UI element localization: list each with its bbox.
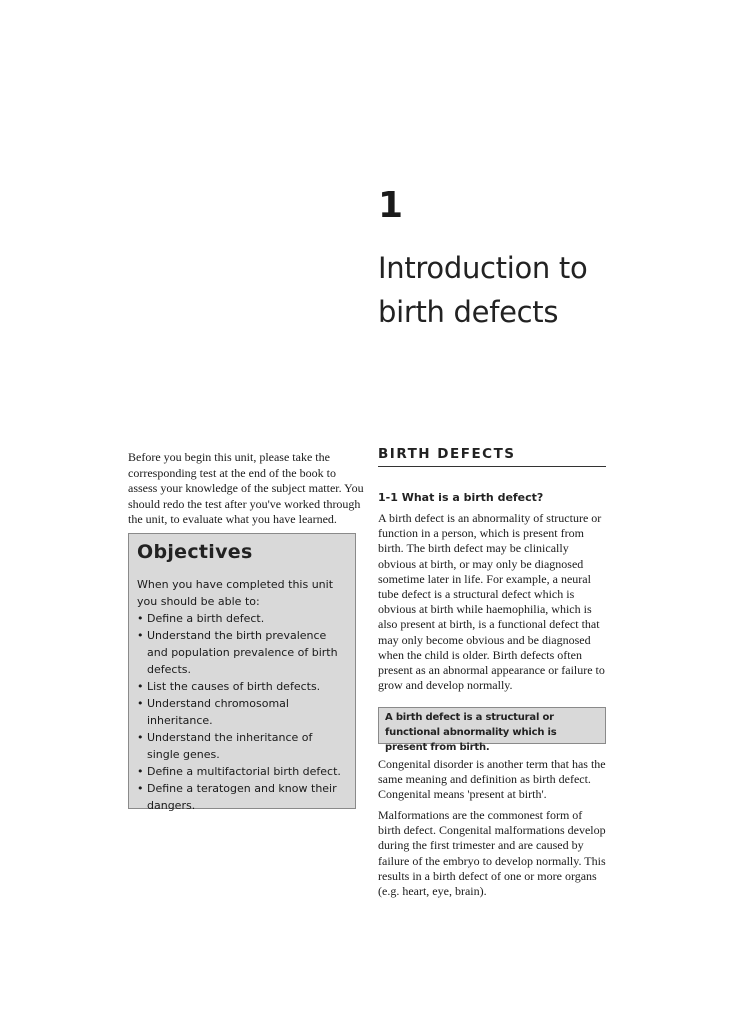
chapter-title-line-2: birth defects — [378, 295, 559, 329]
definition-callout — [378, 707, 606, 753]
chapter-number: 1 — [378, 185, 404, 226]
body-paragraph-1: A birth defect is an abnormality of structure or function in a person, which is present from birth. The birth defect may be clinically obvious at birth, or may only be diagnosed sometime later in life. For example, a neural tube defect is a structural defect which is obvious at birth while haemophilia, which is also present at birth, is a functional defect that may only become obvious and be diagnosed when the child is older. Birth defects often present as an abnormal appearance or failure to grow and develop normally. — [378, 511, 605, 693]
objective-item: • List the causes of birth defects. — [137, 680, 321, 693]
section-subheading: 1-1 What is a birth defect? — [378, 491, 544, 504]
chapter-title-line-1: Introduction to — [378, 251, 588, 285]
objectives-lead: When you have completed this unit you should be able to: — [137, 578, 334, 608]
objective-item: • Define a teratogen and know their dangers. — [137, 782, 337, 812]
objectives-box — [128, 533, 356, 812]
objective-item: • Define a birth defect. — [137, 612, 265, 625]
objective-item: • Understand chromosomal inheritance. — [137, 697, 289, 727]
bullet-icon: • — [137, 612, 144, 625]
callout-text: A birth defect is a structural or functional abnormality which is present from birth. — [385, 712, 557, 753]
objectives-title: Objectives — [137, 541, 253, 563]
section-heading: BIRTH DEFECTS — [378, 444, 606, 467]
bullet-icon: • — [137, 697, 144, 710]
objective-item: • Understand the inheritance of single genes. — [137, 731, 313, 761]
bullet-icon: • — [137, 765, 144, 778]
objective-item: • Define a multifactorial birth defect. — [137, 765, 341, 778]
bullet-icon: • — [137, 629, 144, 642]
bullet-icon: • — [137, 782, 144, 795]
bullet-icon: • — [137, 680, 144, 693]
body-paragraph-2: Congenital disorder is another term that has the same meaning and definition as birth defect. Congenital means 'present at birth'. — [378, 757, 606, 802]
objective-item: • Understand the birth prevalence and population prevalence of birth defects. — [137, 629, 338, 676]
intro-paragraph: Before you begin this unit, please take the corresponding test at the end of the book to assess your knowledge of the subject matter. You should redo the test after you've worked through the unit, to evaluate what you have learned. — [128, 450, 364, 526]
body-paragraph-3: Malformations are the commonest form of birth defect. Congenital malformations develop during the first trimester and are caused by failure of the embryo to develop normally. This results in a birth defect of one or more organs (e.g. heart, eye, brain). — [378, 808, 606, 899]
chapter-title — [378, 246, 678, 334]
bullet-icon: • — [137, 731, 144, 744]
objectives-list — [137, 610, 347, 814]
